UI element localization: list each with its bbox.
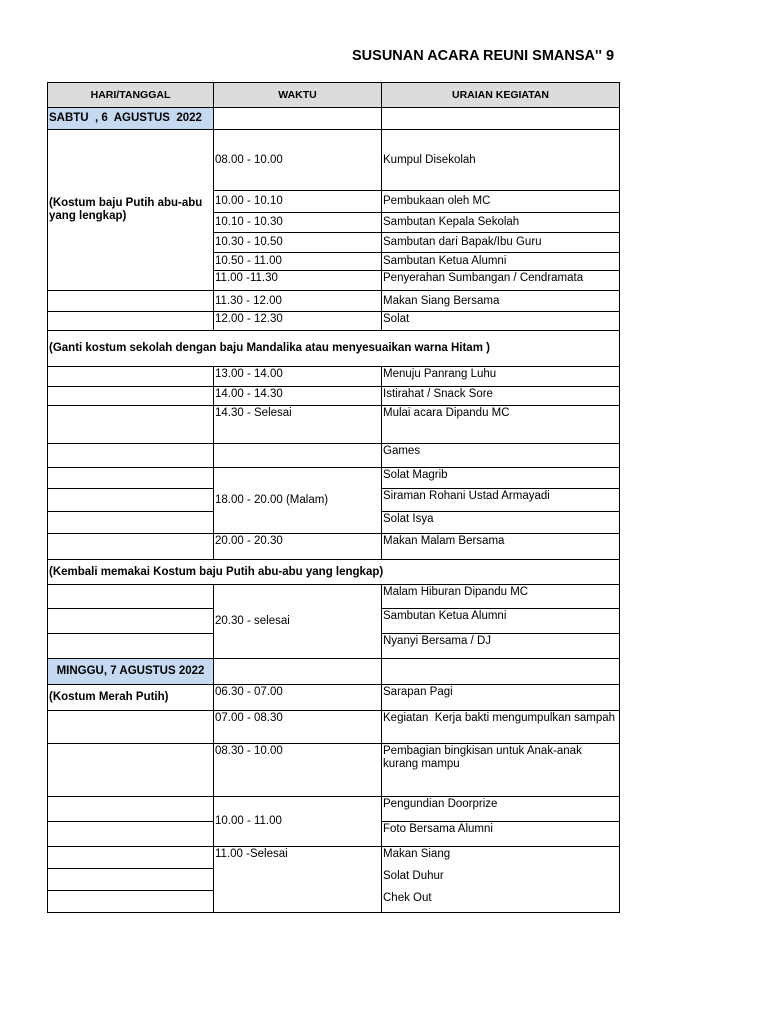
activity-cell: Mulai acara Dipandu MC [382,406,620,444]
time-cell: 10.10 - 10.30 [214,213,382,233]
date-cell-saturday: SABTU , 6 AGUSTUS 2022 [48,108,214,130]
time-cell: 10.00 - 11.00 [214,797,382,847]
time-cell: 11.00 -Selesai [214,847,382,913]
empty-cell [48,822,214,847]
schedule-row [48,387,620,406]
empty-cell [382,659,620,685]
activity-cell: Siraman Rohani Ustad Armayadi [382,489,620,512]
time-cell: 10.50 - 11.00 [214,253,382,271]
time-cell: 10.30 - 10.50 [214,233,382,253]
empty-cell [48,312,214,331]
time-cell: 20.30 - selesai [214,585,382,659]
activity-cell: Pengundian Doorprize [382,797,620,822]
activity-cell: Chek Out [382,891,620,913]
empty-cell [48,534,214,560]
activity-cell: Malam Hiburan Dipandu MC [382,585,620,609]
activity-cell: Makan Siang [382,847,620,869]
empty-cell [48,387,214,406]
costume-change-note: (Ganti kostum sekolah dengan baju Mandalika atau menyesuaikan warna Hitam ) [48,331,620,367]
time-cell: 07.00 - 08.30 [214,711,382,744]
empty-cell [214,444,382,468]
activity-cell: Menuju Panrang Luhu [382,367,620,387]
empty-cell [48,489,214,512]
time-cell: 14.00 - 14.30 [214,387,382,406]
activity-cell: Foto Bersama Alumni [382,822,620,847]
empty-cell [48,444,214,468]
empty-cell [48,744,214,797]
empty-cell [48,797,214,822]
schedule-row [48,847,620,869]
schedule-row [48,444,620,468]
schedule-row [48,406,620,444]
costume-return-note: (Kembali memakai Kostum baju Putih abu-abu yang lengkap) [48,560,620,585]
activity-cell: Solat [382,312,620,331]
empty-cell [48,291,214,312]
time-cell: 11.30 - 12.00 [214,291,382,312]
activity-cell: Games [382,444,620,468]
empty-cell [382,108,620,130]
header-day: HARI/TANGGAL [48,83,214,108]
activity-cell: Penyerahan Sumbangan / Cendramata [382,271,620,291]
empty-cell [48,512,214,534]
schedule-row [48,291,620,312]
date-row-sunday [48,659,620,685]
schedule-row [48,797,620,822]
activity-cell: Sambutan dari Bapak/Ibu Guru [382,233,620,253]
activity-cell: Pembukaan oleh MC [382,191,620,213]
empty-cell [48,711,214,744]
schedule-table [47,82,620,913]
activity-cell: Nyanyi Bersama / DJ [382,634,620,659]
time-cell: 11.00 -11.30 [214,271,382,291]
time-cell: 10.00 - 10.10 [214,191,382,213]
date-row-saturday [48,108,620,130]
time-cell: 14.30 - Selesai [214,406,382,444]
schedule-row [48,711,620,744]
schedule-row [48,367,620,387]
activity-cell: Solat Duhur [382,869,620,891]
activity-cell: Istirahat / Snack Sore [382,387,620,406]
schedule-row [48,744,620,797]
empty-cell [48,585,214,609]
empty-cell [48,891,214,913]
empty-cell [48,847,214,869]
time-cell: 08.30 - 10.00 [214,744,382,797]
activity-cell: Solat Magrib [382,468,620,489]
schedule-row [48,585,620,609]
empty-cell [48,634,214,659]
schedule-row [48,685,620,711]
empty-cell [48,367,214,387]
costume-note-cell: (Kostum Merah Putih) [48,685,214,711]
activity-cell: Kumpul Disekolah [382,130,620,191]
schedule-row [48,130,620,191]
section-note-row [48,560,620,585]
schedule-row [48,312,620,331]
costume-note-cell: (Kostum baju Putih abu-abu yang lengkap) [48,130,214,291]
empty-cell [48,468,214,489]
time-cell: 13.00 - 14.00 [214,367,382,387]
schedule-row [48,468,620,489]
schedule-row [48,534,620,560]
empty-cell [214,659,382,685]
activity-cell: Sambutan Ketua Alumni [382,253,620,271]
empty-cell [48,609,214,634]
time-cell: 20.00 - 20.30 [214,534,382,560]
empty-cell [48,406,214,444]
time-cell: 12.00 - 12.30 [214,312,382,331]
section-note-row [48,331,620,367]
time-cell: 08.00 - 10.00 [214,130,382,191]
time-cell: 18.00 - 20.00 (Malam) [214,468,382,534]
date-cell-sunday: MINGGU, 7 AGUSTUS 2022 [48,659,214,685]
header-time: WAKTU [214,83,382,108]
header-row [48,83,620,108]
activity-cell: Sambutan Ketua Alumni [382,609,620,634]
activity-cell: Kegiatan Kerja bakti mengumpulkan sampah [382,711,620,744]
header-activity: URAIAN KEGIATAN [382,83,620,108]
activity-cell: Makan Malam Bersama [382,534,620,560]
activity-cell: Makan Siang Bersama [382,291,620,312]
activity-cell: Solat Isya [382,512,620,534]
empty-cell [48,869,214,891]
activity-cell: Sarapan Pagi [382,685,620,711]
page-title: SUSUNAN ACARA REUNI SMANSA'' 9 [352,48,615,64]
activity-cell: Pembagian bingkisan untuk Anak-anak kurang mampu [382,744,620,797]
activity-cell: Sambutan Kepala Sekolah [382,213,620,233]
time-cell: 06.30 - 07.00 [214,685,382,711]
empty-cell [214,108,382,130]
